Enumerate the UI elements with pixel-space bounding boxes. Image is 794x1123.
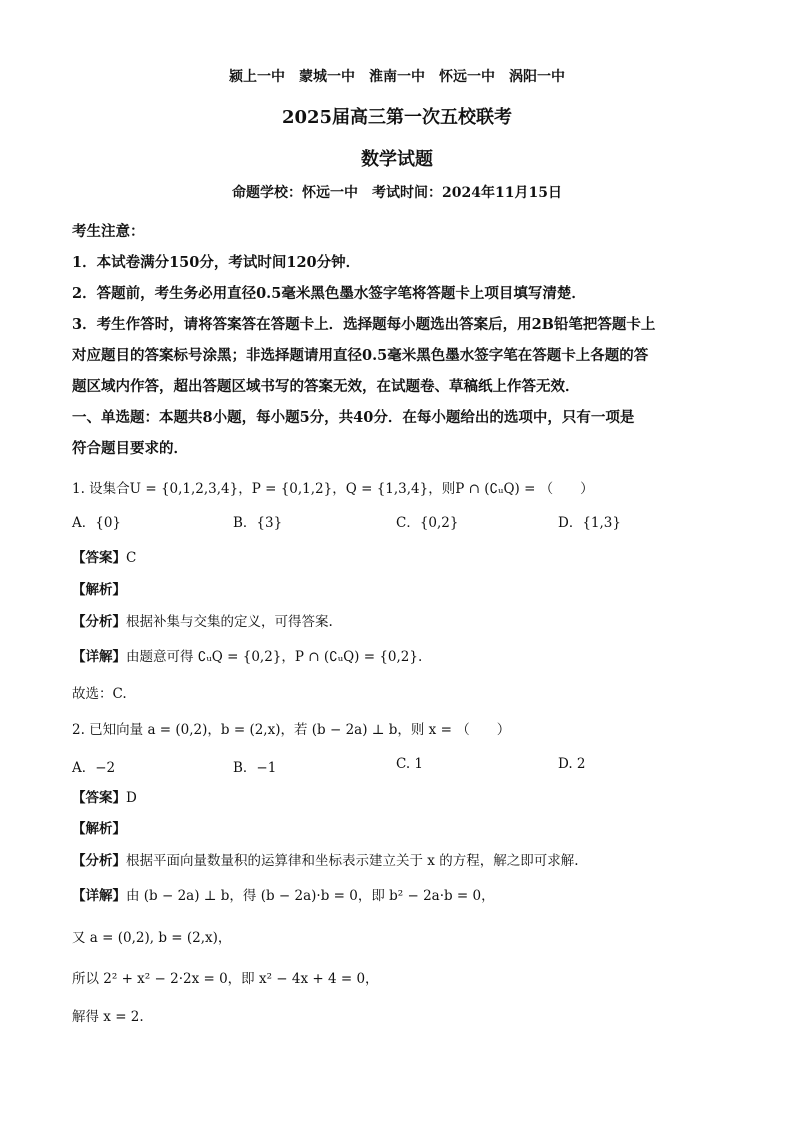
school-name: 涡阳一中 — [509, 69, 565, 85]
answer-value: C — [126, 550, 137, 566]
analysis-tag: 【解析】 — [72, 582, 126, 598]
answer-value: D — [126, 790, 137, 806]
q2-stem: 2. 已知向量 a = (0,2)，b = (2,x)，若 (b − 2a) ⊥ b，则 x = （ ） — [72, 722, 511, 738]
notice-item-3-line-2: 对应题目的答案标号涂黑；非选择题请用直径0.5毫米黑色墨水签字笔在答题卡上各题的答 — [72, 347, 649, 364]
fenxi-tag: 【分析】 — [72, 614, 126, 630]
xiangjie-text: 由题意可得 ∁ᵤQ = {0,2}，P ∩ (∁ᵤQ) = {0,2}. — [126, 649, 423, 665]
notice-heading: 考生注意： — [72, 223, 145, 240]
exam-subtitle: 数学试题 — [361, 149, 433, 170]
q1-option-a: A．{0} — [72, 515, 122, 531]
analysis-tag: 【解析】 — [72, 821, 126, 837]
section-heading-line-1: 一、单选题：本题共8小题，每小题5分，共40分．在每小题给出的选项中，只有一项是 — [72, 409, 635, 426]
notice-item-2: 2．答题前，考生务必用直径0.5毫米黑色墨水签字笔将答题卡上项目填写清楚． — [72, 285, 586, 302]
answer-tag: 【答案】 — [72, 550, 126, 566]
exam-title: 2025届高三第一次五校联考 — [281, 107, 513, 128]
q1-conclusion: 故选：C. — [72, 686, 127, 702]
q2-answer — [72, 786, 137, 806]
school-name: 颍上一中 — [229, 69, 285, 85]
notice-item-1: 1．本试卷满分150分，考试时间120分钟． — [72, 254, 361, 271]
school-name: 蒙城一中 — [299, 69, 355, 85]
school-list — [0, 66, 794, 86]
q2-option-a: A．−2 — [72, 760, 116, 776]
q2-option-d: D. 2 — [558, 756, 586, 772]
notice-item-3-line-1: 3．考生作答时，请将答案答在答题卡上．选择题每小题选出答案后，用2B铅笔把答题卡上 — [72, 316, 656, 333]
xiangjie-tag: 【详解】 — [72, 888, 126, 904]
q2-option-c: C. 1 — [396, 756, 424, 772]
q1-answer — [72, 546, 136, 566]
q2-detail-line-4: 解得 x = 2. — [72, 1009, 144, 1025]
q2-xiangjie — [72, 884, 495, 904]
q2-option-b: B．−1 — [233, 760, 277, 776]
q1-option-c: C．{0,2} — [396, 515, 459, 531]
school-name: 淮南一中 — [369, 69, 425, 85]
fenxi-text: 根据补集与交集的定义，可得答案. — [126, 614, 333, 630]
q2-detail-line-2: 又 a = (0,2), b = (2,x)， — [72, 930, 232, 946]
fenxi-text: 根据平面向量数量积的运算律和坐标表示建立关于 x 的方程，解之即可求解. — [126, 853, 579, 869]
q1-fenxi — [72, 610, 333, 630]
q1-stem: 1. 设集合U = {0,1,2,3,4}，P = {0,1,2}，Q = {1,3,4}，则P ∩ (∁ᵤQ) = （ ） — [72, 481, 594, 497]
q1-xiangjie — [72, 645, 422, 665]
xiangjie-tag: 【详解】 — [72, 649, 126, 665]
q1-option-b: B．{3} — [233, 515, 283, 531]
q2-analysis — [72, 817, 126, 837]
q2-detail-line-3: 所以 2² + x² − 2·2x = 0，即 x² − 4x + 4 = 0， — [72, 971, 379, 987]
q1-option-d: D．{1,3} — [558, 515, 621, 531]
q1-analysis — [72, 578, 126, 598]
q2-fenxi — [72, 849, 579, 869]
exam-meta: 命题学校：怀远一中 考试时间：2024年11月15日 — [232, 185, 562, 201]
notice-item-3-line-3: 题区域内作答，超出答题区域书写的答案无效，在试题卷、草稿纸上作答无效． — [72, 378, 580, 395]
xiangjie-text: 由 (b − 2a) ⊥ b，得 (b − 2a)·b = 0，即 b² − 2a·b = 0， — [126, 888, 495, 904]
fenxi-tag: 【分析】 — [72, 853, 126, 869]
section-heading-line-2: 符合题目要求的． — [72, 440, 188, 457]
school-name: 怀远一中 — [439, 69, 495, 85]
answer-tag: 【答案】 — [72, 790, 126, 806]
